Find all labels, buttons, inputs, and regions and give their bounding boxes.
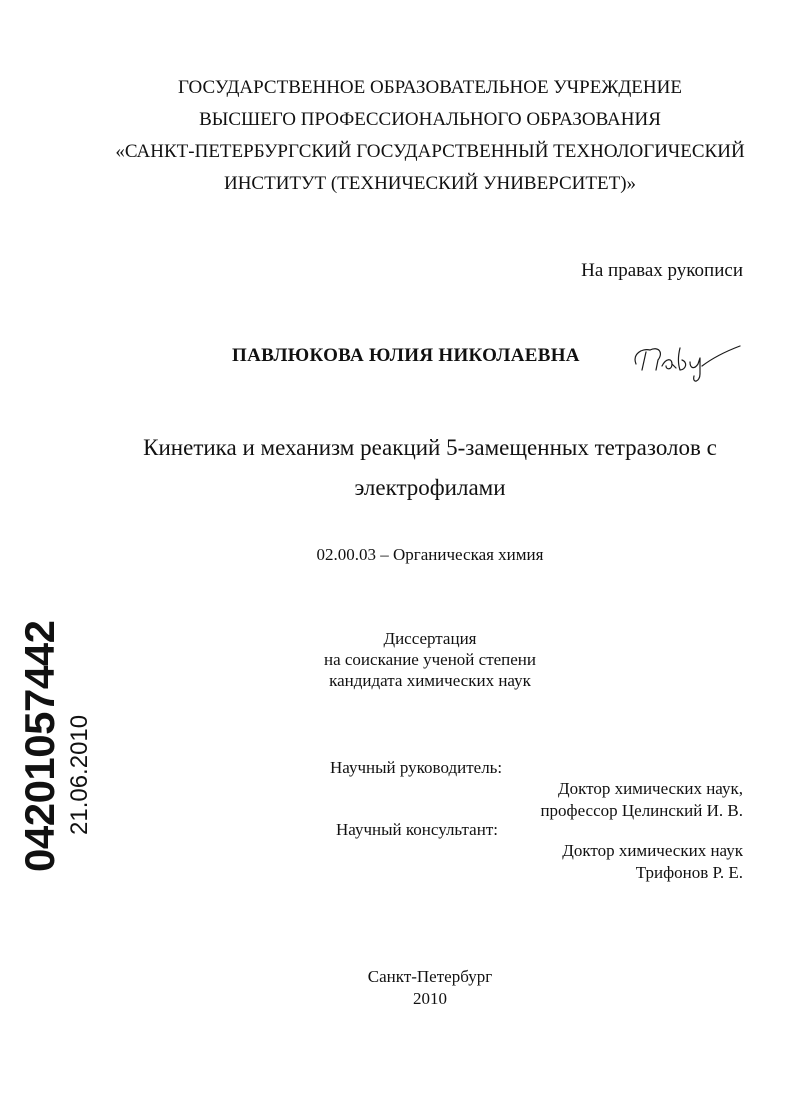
title-line: электрофилами bbox=[354, 475, 506, 500]
specialty-code: 02.00.03 – Органическая химия bbox=[316, 545, 544, 564]
author-signature bbox=[628, 330, 748, 390]
stamp-number: 04201057442 bbox=[16, 620, 63, 872]
institution-line: ВЫСШЕГО ПРОФЕССИОНАЛЬНОГО ОБРАЗОВАНИЯ bbox=[199, 109, 661, 130]
supervisor-details bbox=[540, 778, 743, 822]
consultant-details bbox=[562, 840, 743, 884]
degree-line: на соискание ученой степени bbox=[323, 650, 537, 669]
institution-line: «САНКТ-ПЕТЕРБУРГСКИЙ ГОСУДАРСТВЕННЫЙ ТЕХНОЛОГИЧЕСКИЙ bbox=[115, 141, 745, 162]
stamp-date: 21.06.2010 bbox=[66, 714, 93, 835]
degree-statement bbox=[60, 628, 799, 691]
dissertation-title bbox=[60, 428, 799, 508]
degree-line: кандидата химических наук bbox=[329, 671, 531, 690]
supervisor-label: Научный руководитель: bbox=[330, 758, 503, 777]
supervisor-degree: Доктор химических наук, bbox=[558, 779, 743, 798]
author-name: ПАВЛЮКОВА ЮЛИЯ НИКОЛАЕВНА bbox=[232, 345, 580, 366]
institution-line: ИНСТИТУТ (ТЕХНИЧЕСКИЙ УНИВЕРСИТЕТ)» bbox=[223, 173, 637, 194]
supervisor-name: профессор Целинский И. В. bbox=[540, 801, 743, 820]
consultant-label: Научный консультант: bbox=[336, 820, 498, 839]
footer-year: 2010 bbox=[413, 989, 447, 1008]
rights-note: На правах рукописи bbox=[581, 260, 743, 281]
degree-line: Диссертация bbox=[383, 629, 477, 648]
footer-city: Санкт-Петербург bbox=[367, 967, 493, 986]
consultant-name: Трифонов Р. Е. bbox=[635, 863, 743, 882]
title-line: Кинетика и механизм реакций 5-замещенных тетразолов с bbox=[143, 435, 717, 460]
institution-header bbox=[60, 72, 799, 200]
footer bbox=[60, 966, 799, 1010]
consultant-degree: Доктор химических наук bbox=[562, 841, 743, 860]
institution-line: ГОСУДАРСТВЕННОЕ ОБРАЗОВАТЕЛЬНОЕ УЧРЕЖДЕНИЕ bbox=[178, 77, 682, 98]
